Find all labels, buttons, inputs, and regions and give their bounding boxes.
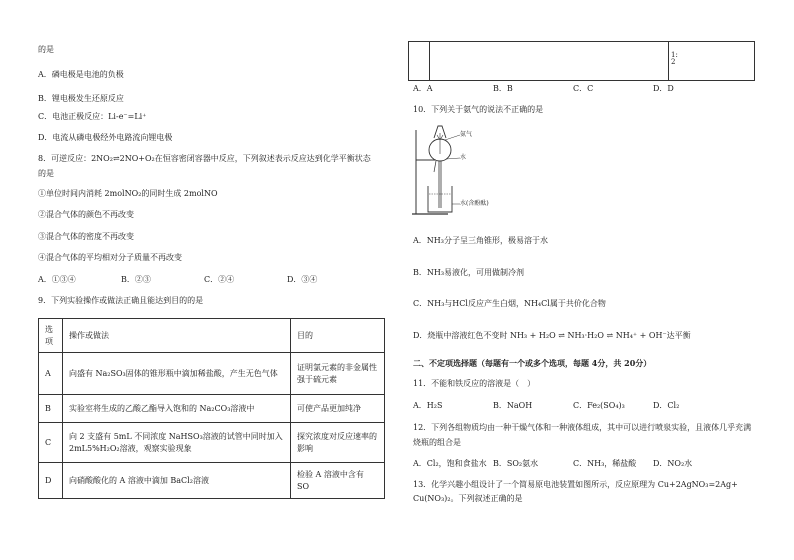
table-header-row xyxy=(39,319,385,353)
q12-choice-b: B．SO₂氨水 xyxy=(493,459,539,468)
q9-stem: 9．下列实验操作或做法正确且能达到目的的是 xyxy=(38,296,204,305)
q11-choice-c: C．Fe₂(SO₄)₃ xyxy=(573,401,625,410)
q8-choice-d: D．③④ xyxy=(287,275,318,284)
q8-stem-line2: 的是 xyxy=(38,169,54,178)
figure-label-water: 水 xyxy=(460,154,467,161)
table-divider xyxy=(429,42,430,80)
q11-choice-a: A．H₂S xyxy=(413,401,443,410)
q10-stem: 10．下列关于氨气的说法不正确的是 xyxy=(413,105,544,114)
q8-statement-2: ②混合气体的颜色不再改变 xyxy=(38,210,134,219)
header-option: 选项 xyxy=(39,319,63,353)
row-b-operation: 实验室将生成的乙酸乙酯导入饱和的 Na₂CO₃溶液中 xyxy=(63,395,291,423)
q10-option-d: D．烧瓶中溶液红色不变时 NH₃ + H₂O ⇌ NH₃·H₂O ⇌ NH₄⁺ + OH⁻达平衡 xyxy=(413,331,691,340)
q11-choice-d: D．Cl₂ xyxy=(653,401,680,410)
q9-choice-b: B．B xyxy=(493,84,513,93)
row-a-operation: 向盛有 Na₂SO₃固体的锥形瓶中滴加稀盐酸，产生无色气体 xyxy=(63,353,291,395)
q8-choice-b: B．②③ xyxy=(121,275,151,284)
header-operation: 操作或做法 xyxy=(63,319,291,353)
q8-choice-c: C．②④ xyxy=(204,275,235,284)
q12-choice-d: D．NO₂水 xyxy=(653,459,693,468)
q9-choice-c: C．C xyxy=(573,84,594,93)
q10-option-c: C．NH₃与HCl反应产生白烟，NH₄Cl属于共价化合物 xyxy=(413,299,606,308)
table-divider xyxy=(668,42,669,80)
q8-choice-a: A．①③④ xyxy=(38,275,76,284)
figure-label-beaker: 水(含酚酞) xyxy=(460,200,489,207)
table-row xyxy=(39,463,385,499)
q8-statement-4: ④混合气体的平均相对分子质量不再改变 xyxy=(38,253,182,262)
q12-choice-a: A．Cl₂，饱和食盐水 xyxy=(413,459,487,468)
q12-choice-c: C．NH₃，稀盐酸 xyxy=(573,459,637,468)
q8-stem-line1: 8．可逆反应：2NO₂⇌2NO+O₂在恒容密闭容器中反应，下列叙述表示反应达到化学平衡状态 xyxy=(38,154,371,163)
q9-choice-d: D．D xyxy=(653,84,674,93)
q10-option-b: B．NH₃易液化，可用做制冷剂 xyxy=(413,268,525,277)
q7-option-b: B．锂电极发生还原反应 xyxy=(38,94,124,103)
figure-label-ammonia: 氨气 xyxy=(460,131,473,138)
row-d-operation: 向硝酸酸化的 A 溶液中滴加 BaCl₂溶液 xyxy=(63,463,291,499)
q9-choice-a: A．A xyxy=(413,84,433,93)
q7-stem-end: 的是 xyxy=(38,45,54,54)
q9-options-table xyxy=(38,318,385,499)
header-purpose: 目的 xyxy=(291,319,385,353)
q10-option-a: A．NH₃分子呈三角锥形，极易溶于水 xyxy=(413,236,548,245)
section-2-heading: 二、不定项选择题（每题有一个或多个选项，每题 4分，共 20分） xyxy=(413,358,652,368)
q9-table-continuation xyxy=(408,41,755,81)
row-c-option: C xyxy=(39,423,63,463)
q7-option-c: C．电池正极反应：Li-e⁻=Li⁺ xyxy=(38,112,147,121)
table-row xyxy=(39,353,385,395)
q7-option-d: D．电流从磷电极经外电路流向锂电极 xyxy=(38,133,173,142)
q7-option-a: A．磷电极是电池的负极 xyxy=(38,70,124,79)
row-c-operation: 向 2 支盛有 5mL 不同浓度 NaHSO₃溶液的试管中同时加入 2mL5%H₂O₂溶液，观察实验现象 xyxy=(63,423,291,463)
q11-stem: 11．不能和铁反应的溶液是（ ） xyxy=(413,379,536,388)
row-d-purpose: 检验 A 溶液中含有 SO xyxy=(291,463,385,499)
q13-stem-line2: Cu(NO₃)₂。下列叙述正确的是 xyxy=(413,494,523,503)
q8-statement-3: ③混合气体的密度不再改变 xyxy=(38,232,134,241)
q12-stem-line2: 烧瓶的组合是 xyxy=(413,438,461,447)
q8-statement-1: ①单位时间内消耗 2molNO₂的同时生成 2molNO xyxy=(38,189,218,198)
row-a-option: A xyxy=(39,353,63,395)
row-b-option: B xyxy=(39,395,63,423)
q11-choice-b: B．NaOH xyxy=(493,401,533,410)
cell-fragment: 1: 2 xyxy=(671,51,678,66)
table-row xyxy=(39,423,385,463)
q13-stem-line1: 13．化学兴趣小组设计了一个简易原电池装置如图所示，反应原理为 Cu+2AgNO₃=2Ag+ xyxy=(413,480,738,489)
row-c-purpose: 探究浓度对反应速率的影响 xyxy=(291,423,385,463)
row-a-purpose: 证明氯元素的非金属性强于硫元素 xyxy=(291,353,385,395)
q12-stem-line1: 12．下列各组物质均由一种干燥气体和一种液体组成，其中可以进行喷泉实验，且液体几乎充满 xyxy=(413,423,752,432)
row-b-purpose: 可使产品更加纯净 xyxy=(291,395,385,423)
row-d-option: D xyxy=(39,463,63,499)
table-row xyxy=(39,395,385,423)
